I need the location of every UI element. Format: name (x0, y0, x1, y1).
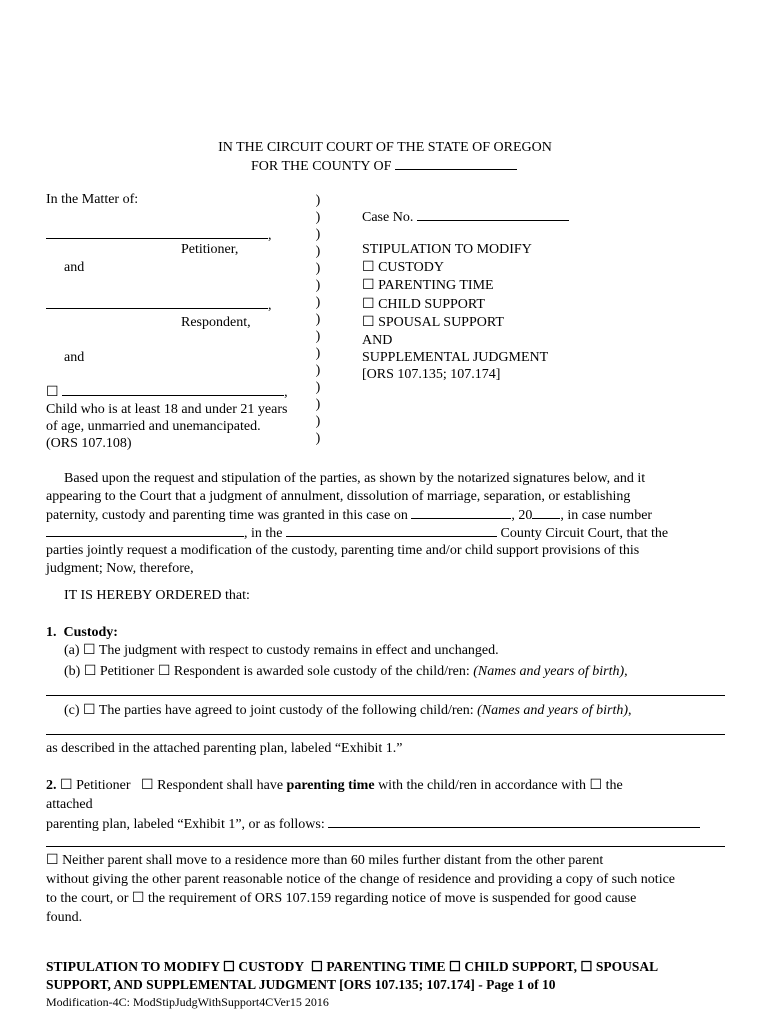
caption-paren: ) (315, 431, 321, 446)
caption-paren: ) (315, 278, 321, 293)
caption-paren: ) (315, 210, 321, 225)
option-custody[interactable]: ☐ CUSTODY (362, 260, 444, 275)
body-line-3: paternity, custody and parenting time was granted in this case on , 20 , in case number (46, 508, 653, 523)
section-2-line: 2. ☐ Petitioner ☐ Respondent shall have parenting time with the child/ren in accordance with ☐ the (46, 778, 623, 793)
parenting-time-extra-line[interactable] (46, 846, 725, 847)
exhibit-line: as described in the attached parenting plan, labeled “Exhibit 1.” (46, 741, 403, 756)
caption-paren: ) (315, 244, 321, 259)
form-identifier: Modification-4C: ModStipJudgWithSupport4CVer15 2016 (46, 995, 329, 1009)
checkbox-move-notice[interactable]: ☐ (46, 853, 59, 868)
stipulation-title: STIPULATION TO MODIFY (362, 242, 532, 257)
petitioner-name-field[interactable]: , (46, 226, 272, 244)
in-matter-of-label: In the Matter of: (46, 192, 139, 207)
parenting-plan-line: parenting plan, labeled “Exhibit 1”, or as follows: (46, 815, 700, 833)
custody-option-c: (c) ☐ The parties have agreed to joint custody of the following child/ren: (Names and years of birth), (64, 703, 632, 718)
caption-paren: ) (315, 193, 321, 208)
option-parenting-time[interactable]: ☐ PARENTING TIME (362, 278, 494, 293)
child-name-row: ☐ , (46, 385, 288, 400)
and-label-2: and (64, 350, 85, 365)
court-heading: IN THE CIRCUIT COURT OF THE STATE OF OREGON (218, 140, 552, 155)
footer-title-line-1: STIPULATION TO MODIFY ☐ CUSTODY ☐ PARENTING TIME ☐ CHILD SUPPORT, ☐ SPOUSAL (46, 959, 659, 974)
checkbox-parenting-time[interactable]: ☐ (362, 278, 375, 293)
custody-b-names-line[interactable] (46, 695, 725, 696)
option-child-support[interactable]: ☐ CHILD SUPPORT (362, 297, 485, 312)
caption-paren: ) (315, 363, 321, 378)
and-label-1: and (64, 260, 85, 275)
checkbox-child-support[interactable]: ☐ (362, 297, 375, 312)
caption-paren: ) (315, 380, 321, 395)
body-line-1: Based upon the request and stipulation of the parties, as shown by the notarized signatures below, and it (64, 471, 646, 486)
move-line-2: without giving the other parent reasonable notice of the change of residence and providing a copy of such notice (46, 872, 676, 887)
county-field[interactable] (395, 157, 517, 170)
judgment-date-field[interactable] (411, 506, 511, 519)
custody-option-a: (a) ☐ The judgment with respect to custody remains in effect and unchanged. (64, 643, 499, 658)
move-line-4: found. (46, 910, 83, 925)
case-number-field[interactable] (417, 208, 569, 221)
county-court-field[interactable] (286, 524, 497, 537)
move-line-1: ☐ Neither parent shall move to a residence more than 60 miles further distant from the other parent (46, 853, 604, 868)
ordered-line: IT IS HEREBY ORDERED that: (64, 588, 250, 603)
caption-paren: ) (315, 329, 321, 344)
child-description-2: of age, unmarried and unemancipated. (46, 419, 261, 434)
caption-paren: ) (315, 295, 321, 310)
checkbox-pt-petitioner[interactable]: ☐ (60, 778, 73, 793)
child-name-field[interactable] (62, 383, 284, 396)
case-number-row: Case No. (362, 208, 569, 226)
checkbox-custody-b-respondent[interactable]: ☐ (157, 664, 171, 679)
custody-c-names-line[interactable] (46, 734, 725, 735)
child-ors: (ORS 107.108) (46, 436, 132, 451)
caption-paren: ) (315, 397, 321, 412)
footer-title-line-2: SUPPORT, AND SUPPLEMENTAL JUDGMENT [ORS 107.135; 107.174] - Page 1 of 10 (46, 977, 556, 992)
body-line-5: parties jointly request a modification of the custody, parenting time and/or child support provisions of this (46, 543, 640, 558)
original-case-number-field[interactable] (46, 524, 244, 537)
respondent-label: Respondent, (181, 315, 251, 330)
custody-option-b: (b) ☐ Petitioner ☐ Respondent is awarded sole custody of the child/ren: (Names and years of birth), (64, 664, 628, 679)
caption-paren: ) (315, 312, 321, 327)
and-label: AND (362, 333, 393, 348)
child-description-1: Child who is at least 18 and under 21 years (46, 402, 288, 417)
body-line-2: appearing to the Court that a judgment of annulment, dissolution of marriage, separation, or establishing (46, 489, 631, 504)
body-line-4: , in the County Circuit Court, that the (46, 524, 668, 542)
checkbox-custody-a[interactable]: ☐ (83, 643, 96, 658)
petitioner-label: Petitioner, (181, 242, 239, 257)
county-heading: FOR THE COUNTY OF (251, 157, 517, 175)
supplemental-judgment-label: SUPPLEMENTAL JUDGMENT (362, 350, 549, 365)
checkbox-custody-c[interactable]: ☐ (83, 703, 96, 718)
caption-paren: ) (315, 261, 321, 276)
child-checkbox[interactable]: ☐ (46, 385, 59, 400)
section-1-heading: 1. Custody: (46, 625, 118, 640)
caption-paren: ) (315, 414, 321, 429)
attached-label: attached (46, 797, 93, 812)
caption-paren: ) (315, 227, 321, 242)
checkbox-custody-b-petitioner[interactable]: ☐ (83, 664, 97, 679)
caption-paren: ) (315, 346, 321, 361)
judgment-year-field[interactable] (532, 506, 560, 519)
respondent-name-field[interactable]: , (46, 296, 272, 314)
parenting-time-field[interactable] (328, 815, 700, 828)
body-line-6: judgment; Now, therefore, (46, 561, 194, 576)
checkbox-pt-respondent[interactable]: ☐ (141, 778, 154, 793)
option-spousal-support[interactable]: ☐ SPOUSAL SUPPORT (362, 315, 504, 330)
checkbox-pt-attached[interactable]: ☐ (589, 778, 603, 793)
checkbox-move-suspended[interactable]: ☐ (131, 891, 145, 906)
checkbox-custody[interactable]: ☐ (362, 260, 375, 275)
ors-citation: [ORS 107.135; 107.174] (362, 367, 501, 382)
checkbox-spousal-support[interactable]: ☐ (362, 315, 375, 330)
move-line-3: to the court, or ☐ the requirement of ORS 107.159 regarding notice of move is suspended for good cause (46, 891, 637, 906)
